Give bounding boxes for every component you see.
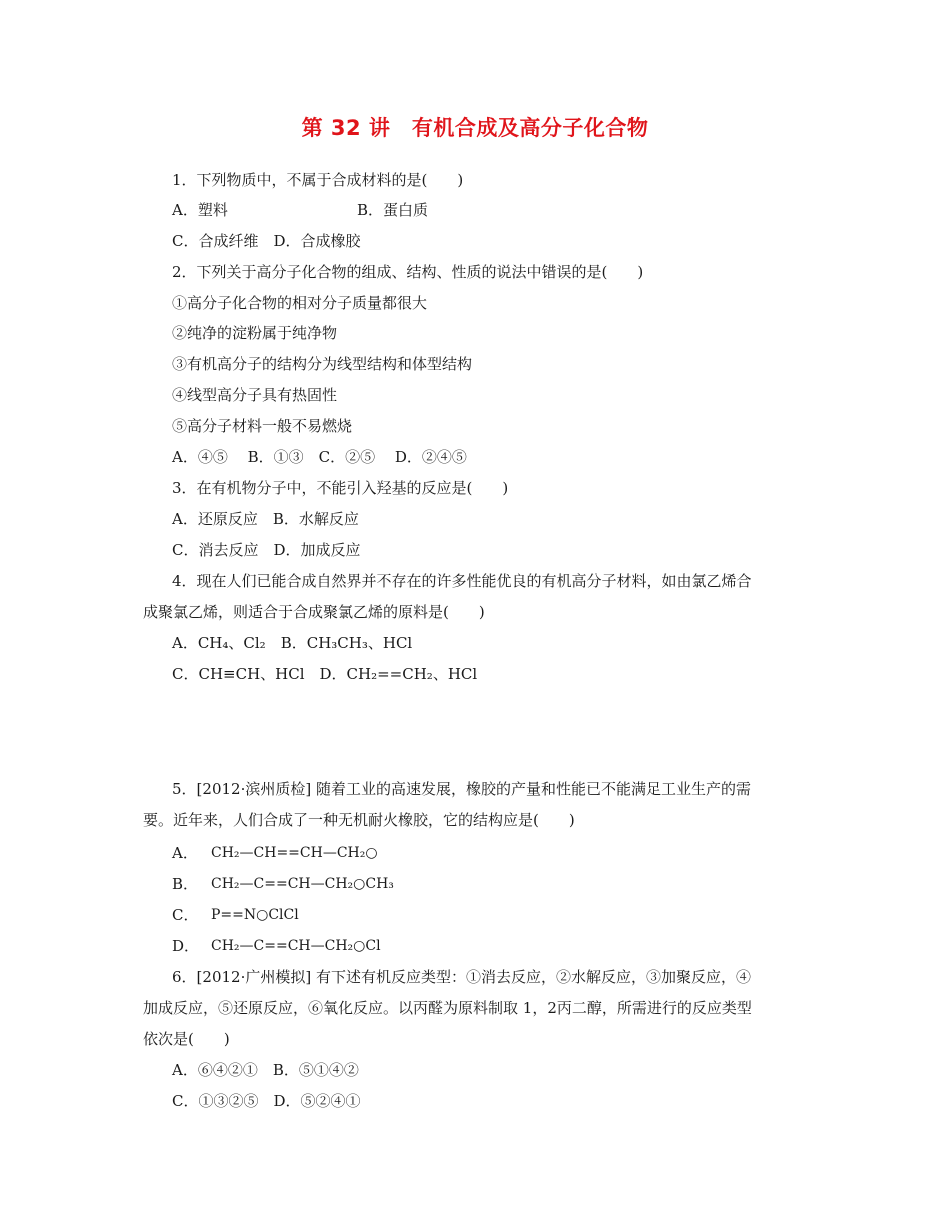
q3-stem: 3．在有机物分子中，不能引入羟基的反应是( ): [172, 479, 509, 497]
q2-options: A．④⑤ B．①③ C．②⑤ D．②④⑤: [172, 448, 467, 466]
page-title: 第 32 讲 有机合成及高分子化合物: [301, 116, 649, 140]
q5-stem-line-2: 要。近年来，人们合成了一种无机耐火橡胶，它的结构应是( ): [143, 811, 575, 829]
q5-option-c-label: C．: [172, 906, 199, 924]
q4-stem-line-2: 成聚氯乙烯，则适合于合成聚氯乙烯的原料是( ): [143, 603, 485, 621]
q5-option-a-label: A．: [172, 844, 198, 862]
q2-statement-1: ①高分子化合物的相对分子质量都很大: [172, 294, 428, 312]
q6-stem-line-2: 加成反应，⑤还原反应，⑥氧化反应。以丙醛为原料制取 1，2丙二醇，所需进行的反应类型: [143, 999, 752, 1017]
q6-options-ab: A．⑥④②① B．⑤①④②: [172, 1061, 359, 1079]
q5-option-b-label: B．: [172, 875, 199, 893]
q1-options-cd: C．合成纤维 D．合成橡胶: [172, 232, 361, 250]
q5-option-a: CH₂—CH==CH—CH₂○: [211, 845, 378, 861]
q5-option-c: P==N○ClCl: [211, 907, 299, 923]
q1-option-b: B．蛋白质: [357, 201, 429, 219]
q3-options-ab: A．还原反应 B．水解反应: [172, 510, 359, 528]
q6-stem-line-1: 6．[2012·广州模拟] 有下述有机反应类型：①消去反应，②水解反应，③加聚反应，④: [172, 968, 751, 986]
q3-options-cd: C．消去反应 D．加成反应: [172, 541, 361, 559]
q2-stem: 2．下列关于高分子化合物的组成、结构、性质的说法中错误的是( ): [172, 263, 644, 281]
q1-option-a: A．塑料: [172, 201, 228, 219]
q6-stem-line-3: 依次是( ): [143, 1030, 230, 1048]
q4-options-cd: C．CH≡CH、HCl D．CH₂==CH₂、HCl: [172, 665, 478, 683]
q5-option-b: CH₂—C==CH—CH₂○CH₃: [211, 876, 394, 892]
q6-options-cd: C．①③②⑤ D．⑤②④①: [172, 1092, 361, 1110]
q2-statement-5: ⑤高分子材料一般不易燃烧: [172, 417, 353, 435]
q5-option-d: CH₂—C==CH—CH₂○Cl: [211, 938, 381, 954]
q5-stem-line-1: 5．[2012·滨州质检] 随着工业的高速发展，橡胶的产量和性能已不能满足工业生产的需: [172, 780, 751, 798]
q2-statement-4: ④线型高分子具有热固性: [172, 386, 338, 404]
q1-stem: 1．下列物质中，不属于合成材料的是( ): [172, 171, 464, 189]
q2-statement-3: ③有机高分子的结构分为线型结构和体型结构: [172, 355, 473, 373]
q4-stem-line-1: 4．现在人们已能合成自然界并不存在的许多性能优良的有机高分子材料，如由氯乙烯合: [172, 572, 752, 590]
q4-options-ab: A．CH₄、Cl₂ B．CH₃CH₃、HCl: [172, 634, 413, 652]
q5-option-d-label: D．: [172, 937, 200, 955]
q2-statement-2: ②纯净的淀粉属于纯净物: [172, 324, 338, 342]
